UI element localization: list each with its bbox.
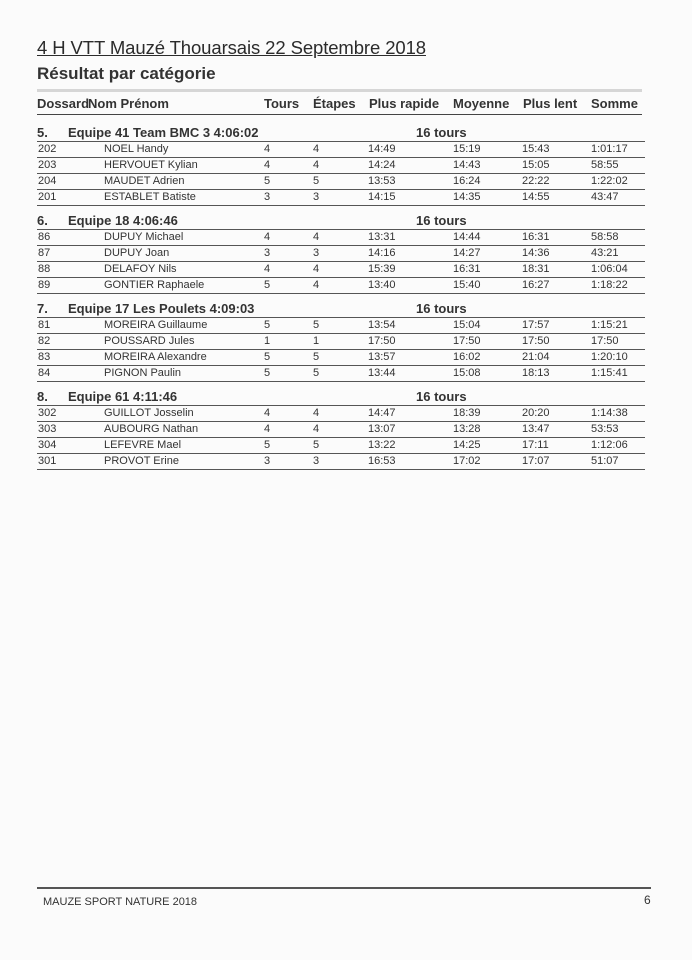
cell-plus-lent: 22:22 bbox=[522, 175, 550, 187]
team-header bbox=[37, 386, 645, 405]
team-name: Equipe 18 4:06:46 bbox=[68, 213, 178, 228]
cell-etapes: 4 bbox=[313, 423, 320, 435]
cell-plus-rapide: 13:54 bbox=[368, 319, 396, 331]
cell-nom-prenom: MOREIRA Alexandre bbox=[104, 351, 207, 363]
cell-nom-prenom: ESTABLET Batiste bbox=[104, 191, 196, 203]
table-row bbox=[37, 189, 645, 206]
team-header bbox=[37, 210, 645, 229]
cell-plus-rapide: 13:44 bbox=[368, 367, 396, 379]
cell-dossard: 84 bbox=[38, 367, 51, 379]
cell-somme: 1:18:22 bbox=[591, 279, 628, 291]
cell-etapes: 4 bbox=[313, 263, 320, 275]
cell-plus-lent: 13:47 bbox=[522, 423, 550, 435]
cell-nom-prenom: DUPUY Michael bbox=[104, 231, 184, 243]
cell-somme: 1:15:21 bbox=[591, 319, 628, 331]
table-row bbox=[37, 365, 645, 382]
cell-nom-prenom: PROVOT Erine bbox=[104, 455, 179, 467]
top-divider bbox=[37, 89, 642, 92]
cell-moyenne: 14:43 bbox=[453, 159, 481, 171]
cell-nom-prenom: POUSSARD Jules bbox=[104, 335, 195, 347]
cell-etapes: 4 bbox=[313, 231, 320, 243]
team-rank: 7. bbox=[37, 301, 48, 316]
cell-dossard: 304 bbox=[38, 439, 57, 451]
cell-somme: 1:12:06 bbox=[591, 439, 628, 451]
team-group bbox=[37, 122, 645, 206]
team-header bbox=[37, 122, 645, 141]
team-rank: 6. bbox=[37, 213, 48, 228]
cell-etapes: 5 bbox=[313, 351, 320, 363]
cell-dossard: 87 bbox=[38, 247, 51, 259]
team-total-laps: 16 tours bbox=[416, 301, 467, 316]
column-header-etapes: Étapes bbox=[313, 96, 356, 111]
cell-somme: 1:14:38 bbox=[591, 407, 628, 419]
table-row bbox=[37, 349, 645, 365]
cell-dossard: 204 bbox=[38, 175, 57, 187]
cell-moyenne: 14:25 bbox=[453, 439, 481, 451]
team-rank: 8. bbox=[37, 389, 48, 404]
cell-tours: 5 bbox=[264, 175, 271, 187]
cell-moyenne: 17:02 bbox=[453, 455, 481, 467]
cell-nom-prenom: AUBOURG Nathan bbox=[104, 423, 199, 435]
cell-etapes: 4 bbox=[313, 407, 320, 419]
team-header bbox=[37, 298, 645, 317]
cell-moyenne: 15:40 bbox=[453, 279, 481, 291]
cell-nom-prenom: GONTIER Raphaele bbox=[104, 279, 205, 291]
cell-etapes: 4 bbox=[313, 143, 320, 155]
cell-nom-prenom: MOREIRA Guillaume bbox=[104, 319, 208, 331]
cell-moyenne: 18:39 bbox=[453, 407, 481, 419]
cell-nom-prenom: DELAFOY Nils bbox=[104, 263, 177, 275]
cell-tours: 4 bbox=[264, 159, 271, 171]
cell-moyenne: 15:08 bbox=[453, 367, 481, 379]
team-name: Equipe 61 4:11:46 bbox=[68, 389, 178, 404]
cell-etapes: 3 bbox=[313, 191, 320, 203]
cell-dossard: 303 bbox=[38, 423, 57, 435]
cell-etapes: 1 bbox=[313, 335, 320, 347]
cell-plus-rapide: 13:07 bbox=[368, 423, 396, 435]
cell-plus-rapide: 15:39 bbox=[368, 263, 396, 275]
table-row bbox=[37, 405, 645, 421]
column-header-tours: Tours bbox=[264, 96, 300, 111]
cell-moyenne: 14:44 bbox=[453, 231, 481, 243]
footer-divider bbox=[37, 887, 651, 889]
table-row bbox=[37, 277, 645, 294]
cell-tours: 5 bbox=[264, 439, 271, 451]
cell-plus-rapide: 16:53 bbox=[368, 455, 396, 467]
footer-organizer: MAUZE SPORT NATURE 2018 bbox=[43, 896, 198, 908]
cell-etapes: 5 bbox=[313, 319, 320, 331]
cell-tours: 4 bbox=[264, 423, 271, 435]
cell-tours: 4 bbox=[264, 263, 271, 275]
cell-plus-rapide: 17:50 bbox=[368, 335, 396, 347]
cell-dossard: 88 bbox=[38, 263, 51, 275]
cell-tours: 4 bbox=[264, 143, 271, 155]
cell-tours: 5 bbox=[264, 367, 271, 379]
cell-plus-rapide: 13:53 bbox=[368, 175, 396, 187]
cell-etapes: 4 bbox=[313, 159, 320, 171]
cell-nom-prenom: GUILLOT Josselin bbox=[104, 407, 194, 419]
cell-etapes: 5 bbox=[313, 175, 320, 187]
cell-somme: 53:53 bbox=[591, 423, 619, 435]
cell-nom-prenom: MAUDET Adrien bbox=[104, 175, 185, 187]
column-header-moyenne: Moyenne bbox=[453, 96, 510, 111]
cell-dossard: 202 bbox=[38, 143, 57, 155]
cell-plus-lent: 18:13 bbox=[522, 367, 550, 379]
cell-plus-rapide: 14:15 bbox=[368, 191, 396, 203]
cell-plus-lent: 15:05 bbox=[522, 159, 550, 171]
cell-plus-lent: 16:27 bbox=[522, 279, 550, 291]
column-header-plus-rapide: Plus rapide bbox=[369, 96, 440, 111]
cell-moyenne: 14:35 bbox=[453, 191, 481, 203]
table-row bbox=[37, 261, 645, 277]
cell-plus-lent: 20:20 bbox=[522, 407, 550, 419]
cell-etapes: 3 bbox=[313, 247, 320, 259]
table-row bbox=[37, 421, 645, 437]
cell-somme: 51:07 bbox=[591, 455, 619, 467]
cell-moyenne: 13:28 bbox=[453, 423, 481, 435]
cell-somme: 1:22:02 bbox=[591, 175, 628, 187]
table-row bbox=[37, 173, 645, 189]
cell-tours: 5 bbox=[264, 351, 271, 363]
team-total-laps: 16 tours bbox=[416, 213, 467, 228]
cell-tours: 3 bbox=[264, 455, 271, 467]
cell-moyenne: 16:24 bbox=[453, 175, 481, 187]
cell-somme: 43:21 bbox=[591, 247, 619, 259]
cell-etapes: 5 bbox=[313, 439, 320, 451]
cell-plus-rapide: 13:57 bbox=[368, 351, 396, 363]
cell-moyenne: 15:04 bbox=[453, 319, 481, 331]
cell-nom-prenom: LEFEVRE Mael bbox=[104, 439, 182, 451]
cell-etapes: 5 bbox=[313, 367, 320, 379]
cell-nom-prenom: NOEL Handy bbox=[104, 143, 169, 155]
cell-somme: 1:15:41 bbox=[591, 367, 628, 379]
cell-tours: 3 bbox=[264, 191, 271, 203]
cell-dossard: 203 bbox=[38, 159, 57, 171]
table-row bbox=[37, 453, 645, 470]
team-group bbox=[37, 386, 645, 470]
cell-plus-lent: 17:11 bbox=[522, 439, 549, 451]
cell-moyenne: 16:02 bbox=[453, 351, 481, 363]
cell-plus-lent: 14:55 bbox=[522, 191, 550, 203]
cell-dossard: 83 bbox=[38, 351, 51, 363]
cell-somme: 58:55 bbox=[591, 159, 619, 171]
cell-tours: 5 bbox=[264, 319, 271, 331]
team-name: Equipe 17 Les Poulets 4:09:03 bbox=[68, 301, 255, 316]
cell-etapes: 3 bbox=[313, 455, 320, 467]
cell-dossard: 81 bbox=[38, 319, 51, 331]
cell-plus-lent: 17:50 bbox=[522, 335, 550, 347]
cell-plus-lent: 21:04 bbox=[522, 351, 550, 363]
cell-dossard: 82 bbox=[38, 335, 51, 347]
cell-tours: 3 bbox=[264, 247, 271, 259]
page-number: 6 bbox=[644, 893, 651, 907]
cell-dossard: 302 bbox=[38, 407, 57, 419]
cell-plus-rapide: 13:22 bbox=[368, 439, 396, 451]
table-row bbox=[37, 157, 645, 173]
cell-nom-prenom: HERVOUET Kylian bbox=[104, 159, 198, 171]
cell-moyenne: 17:50 bbox=[453, 335, 481, 347]
cell-tours: 4 bbox=[264, 231, 271, 243]
team-group bbox=[37, 210, 645, 294]
cell-dossard: 301 bbox=[38, 455, 57, 467]
team-name: Equipe 41 Team BMC 3 4:06:02 bbox=[68, 125, 259, 140]
team-rank: 5. bbox=[37, 125, 48, 140]
cell-tours: 1 bbox=[264, 335, 271, 347]
cell-plus-rapide: 14:49 bbox=[368, 143, 396, 155]
table-row bbox=[37, 141, 645, 157]
cell-plus-lent: 16:31 bbox=[522, 231, 550, 243]
cell-somme: 1:01:17 bbox=[591, 143, 628, 155]
cell-plus-rapide: 14:47 bbox=[368, 407, 396, 419]
cell-moyenne: 15:19 bbox=[453, 143, 481, 155]
cell-tours: 5 bbox=[264, 279, 271, 291]
cell-dossard: 89 bbox=[38, 279, 51, 291]
cell-plus-lent: 17:57 bbox=[522, 319, 550, 331]
column-header-somme: Somme bbox=[591, 96, 638, 111]
cell-nom-prenom: PIGNON Paulin bbox=[104, 367, 182, 379]
table-row bbox=[37, 229, 645, 245]
cell-plus-rapide: 13:31 bbox=[368, 231, 396, 243]
cell-plus-rapide: 14:24 bbox=[368, 159, 396, 171]
document-title: 4 H VTT Mauzé Thouarsais 22 Septembre 2018 bbox=[37, 37, 426, 58]
cell-dossard: 86 bbox=[38, 231, 51, 243]
cell-plus-lent: 17:07 bbox=[522, 455, 550, 467]
document-subtitle: Résultat par catégorie bbox=[37, 64, 216, 83]
team-total-laps: 16 tours bbox=[416, 125, 467, 140]
table-header bbox=[37, 96, 642, 115]
cell-dossard: 201 bbox=[38, 191, 57, 203]
cell-plus-lent: 18:31 bbox=[522, 263, 550, 275]
table-row bbox=[37, 317, 645, 333]
table-row bbox=[37, 333, 645, 349]
cell-plus-rapide: 14:16 bbox=[368, 247, 396, 259]
column-header-plus-lent: Plus lent bbox=[523, 96, 578, 111]
cell-tours: 4 bbox=[264, 407, 271, 419]
cell-plus-lent: 14:36 bbox=[522, 247, 550, 259]
cell-etapes: 4 bbox=[313, 279, 320, 291]
cell-somme: 17:50 bbox=[591, 335, 619, 347]
column-header-dossard: Dossard bbox=[37, 96, 90, 111]
cell-somme: 1:20:10 bbox=[591, 351, 628, 363]
table-row bbox=[37, 437, 645, 453]
team-total-laps: 16 tours bbox=[416, 389, 467, 404]
cell-moyenne: 16:31 bbox=[453, 263, 481, 275]
cell-plus-rapide: 13:40 bbox=[368, 279, 396, 291]
cell-somme: 1:06:04 bbox=[591, 263, 628, 275]
column-header-nom: Nom Prénom bbox=[88, 96, 169, 111]
cell-somme: 43:47 bbox=[591, 191, 619, 203]
table-row bbox=[37, 245, 645, 261]
cell-plus-lent: 15:43 bbox=[522, 143, 550, 155]
cell-nom-prenom: DUPUY Joan bbox=[104, 247, 170, 259]
cell-somme: 58:58 bbox=[591, 231, 619, 243]
team-group bbox=[37, 298, 645, 382]
cell-moyenne: 14:27 bbox=[453, 247, 481, 259]
